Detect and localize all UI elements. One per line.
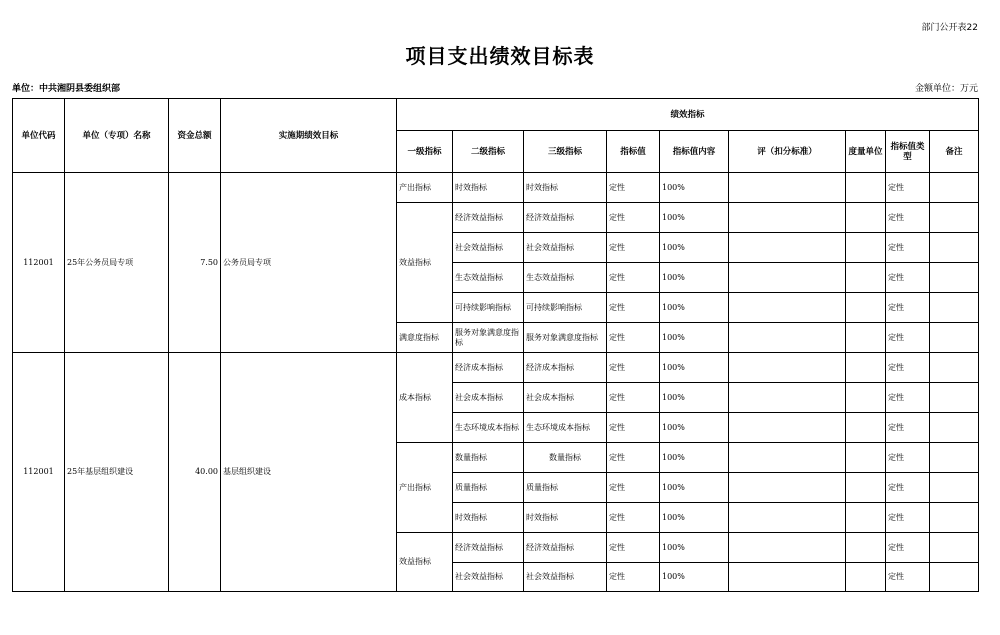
level3-cell: 服务对象满意度指标	[524, 323, 607, 353]
value-type-cell: 定性	[886, 503, 930, 533]
level3-cell: 时效指标	[524, 173, 607, 203]
measure-unit-cell	[846, 293, 886, 323]
level2-cell: 质量指标	[453, 473, 524, 503]
value-content-cell: 100%	[660, 233, 729, 263]
level3-cell: 时效指标	[524, 503, 607, 533]
scoring-cell	[729, 413, 846, 443]
header-level2: 二级指标	[453, 131, 524, 173]
remarks-cell	[930, 233, 979, 263]
scoring-cell	[729, 263, 846, 293]
scoring-cell	[729, 323, 846, 353]
header-level3: 三级指标	[524, 131, 607, 173]
level2-cell: 经济效益指标	[453, 533, 524, 563]
header-value: 指标值	[607, 131, 660, 173]
value-content-cell: 100%	[660, 533, 729, 563]
value-type-cell: 定性	[886, 533, 930, 563]
level1-cell: 满意度指标	[397, 323, 453, 353]
target-cell: 基层组织建设	[221, 353, 397, 592]
scoring-cell	[729, 473, 846, 503]
remarks-cell	[930, 443, 979, 473]
level1-cell: 产出指标	[397, 443, 453, 533]
value-type-cell: 定性	[886, 413, 930, 443]
level2-cell: 时效指标	[453, 503, 524, 533]
value-cell: 定性	[607, 323, 660, 353]
level3-cell: 可持续影响指标	[524, 293, 607, 323]
level3-cell: 社会成本指标	[524, 383, 607, 413]
header-value-type: 指标值类型	[886, 131, 930, 173]
value-content-cell: 100%	[660, 263, 729, 293]
value-type-cell: 定性	[886, 323, 930, 353]
unit-label: 单位：中共湘阴县委组织部	[12, 84, 121, 94]
header-value-content: 指标值内容	[660, 131, 729, 173]
level3-cell: 经济成本指标	[524, 353, 607, 383]
level3-cell: 生态效益指标	[524, 263, 607, 293]
value-content-cell: 100%	[660, 203, 729, 233]
level3-cell: 经济效益指标	[524, 533, 607, 563]
scoring-cell	[729, 233, 846, 263]
value-cell: 定性	[607, 533, 660, 563]
level3-cell: 质量指标	[524, 473, 607, 503]
value-content-cell: 100%	[660, 503, 729, 533]
value-cell: 定性	[607, 383, 660, 413]
level2-cell: 社会效益指标	[453, 563, 524, 592]
value-type-cell: 定性	[886, 233, 930, 263]
value-cell: 定性	[607, 293, 660, 323]
value-content-cell: 100%	[660, 323, 729, 353]
level2-cell: 服务对象满意度指标	[453, 323, 524, 353]
header-indicators: 绩效指标	[397, 99, 979, 131]
scoring-cell	[729, 293, 846, 323]
measure-unit-cell	[846, 173, 886, 203]
level2-cell: 经济成本指标	[453, 353, 524, 383]
remarks-cell	[930, 173, 979, 203]
value-content-cell: 100%	[660, 443, 729, 473]
level2-cell: 时效指标	[453, 173, 524, 203]
level2-cell: 数量指标	[453, 443, 524, 473]
level1-cell: 效益指标	[397, 533, 453, 592]
value-cell: 定性	[607, 173, 660, 203]
scoring-cell	[729, 533, 846, 563]
table-body	[13, 173, 979, 592]
value-cell: 定性	[607, 203, 660, 233]
level2-cell: 社会成本指标	[453, 383, 524, 413]
value-content-cell: 100%	[660, 563, 729, 592]
performance-target-table	[12, 98, 979, 592]
value-type-cell: 定性	[886, 443, 930, 473]
page-title: 项目支出绩效目标表	[405, 44, 595, 68]
target-cell: 公务员局专项	[221, 173, 397, 353]
scoring-cell	[729, 563, 846, 592]
value-type-cell: 定性	[886, 263, 930, 293]
remarks-cell	[930, 563, 979, 592]
measure-unit-cell	[846, 563, 886, 592]
measure-unit-cell	[846, 263, 886, 293]
value-cell: 定性	[607, 413, 660, 443]
value-type-cell: 定性	[886, 563, 930, 592]
remarks-cell	[930, 383, 979, 413]
value-cell: 定性	[607, 233, 660, 263]
header-unit-code: 单位代码	[13, 99, 65, 173]
header-measure-unit: 度量单位	[846, 131, 886, 173]
value-type-cell: 定性	[886, 203, 930, 233]
value-cell: 定性	[607, 563, 660, 592]
measure-unit-cell	[846, 203, 886, 233]
value-content-cell: 100%	[660, 413, 729, 443]
header-fund-total: 资金总额	[169, 99, 221, 173]
scoring-cell	[729, 353, 846, 383]
header-level1: 一级指标	[397, 131, 453, 173]
value-cell: 定性	[607, 443, 660, 473]
level2-cell: 可持续影响指标	[453, 293, 524, 323]
project-name-cell: 25年公务员局专项	[65, 173, 169, 353]
level2-cell: 经济效益指标	[453, 203, 524, 233]
table-row	[13, 173, 979, 203]
level3-cell: 社会效益指标	[524, 563, 607, 592]
fund-amount-cell: 7.50	[169, 173, 221, 353]
measure-unit-cell	[846, 443, 886, 473]
remarks-cell	[930, 533, 979, 563]
value-cell: 定性	[607, 503, 660, 533]
measure-unit-cell	[846, 353, 886, 383]
remarks-cell	[930, 503, 979, 533]
scoring-cell	[729, 503, 846, 533]
scoring-cell	[729, 443, 846, 473]
value-cell: 定性	[607, 263, 660, 293]
value-content-cell: 100%	[660, 173, 729, 203]
level3-cell: 生态环境成本指标	[524, 413, 607, 443]
value-cell: 定性	[607, 353, 660, 383]
value-type-cell: 定性	[886, 383, 930, 413]
remarks-cell	[930, 263, 979, 293]
level1-cell: 效益指标	[397, 203, 453, 323]
form-code: 部门公开表22	[921, 23, 978, 33]
measure-unit-cell	[846, 533, 886, 563]
header-scoring: 评（扣分标准）	[729, 131, 846, 173]
level3-cell: 数量指标	[524, 443, 607, 473]
value-type-cell: 定性	[886, 473, 930, 503]
amount-unit-label: 金额单位：万元	[914, 84, 978, 94]
level2-cell: 生态环境成本指标	[453, 413, 524, 443]
scoring-cell	[729, 383, 846, 413]
header-target: 实施期绩效目标	[221, 99, 397, 173]
unit-code-cell: 112001	[13, 173, 65, 353]
level3-cell: 社会效益指标	[524, 233, 607, 263]
level2-cell: 生态效益指标	[453, 263, 524, 293]
table-row	[13, 353, 979, 383]
remarks-cell	[930, 353, 979, 383]
measure-unit-cell	[846, 503, 886, 533]
level3-cell: 经济效益指标	[524, 203, 607, 233]
value-content-cell: 100%	[660, 383, 729, 413]
value-type-cell: 定性	[886, 173, 930, 203]
remarks-cell	[930, 203, 979, 233]
measure-unit-cell	[846, 233, 886, 263]
measure-unit-cell	[846, 323, 886, 353]
measure-unit-cell	[846, 413, 886, 443]
value-content-cell: 100%	[660, 293, 729, 323]
level1-cell: 产出指标	[397, 173, 453, 203]
value-type-cell: 定性	[886, 353, 930, 383]
scoring-cell	[729, 203, 846, 233]
fund-amount-cell: 40.00	[169, 353, 221, 592]
level1-cell: 成本指标	[397, 353, 453, 443]
remarks-cell	[930, 473, 979, 503]
header-unit-name: 单位（专项）名称	[65, 99, 169, 173]
value-type-cell: 定性	[886, 293, 930, 323]
value-content-cell: 100%	[660, 353, 729, 383]
remarks-cell	[930, 323, 979, 353]
header-remarks: 备注	[930, 131, 979, 173]
level2-cell: 社会效益指标	[453, 233, 524, 263]
remarks-cell	[930, 413, 979, 443]
remarks-cell	[930, 293, 979, 323]
value-content-cell: 100%	[660, 473, 729, 503]
scoring-cell	[729, 173, 846, 203]
measure-unit-cell	[846, 383, 886, 413]
value-cell: 定性	[607, 473, 660, 503]
project-name-cell: 25年基层组织建设	[65, 353, 169, 592]
unit-code-cell: 112001	[13, 353, 65, 592]
measure-unit-cell	[846, 473, 886, 503]
